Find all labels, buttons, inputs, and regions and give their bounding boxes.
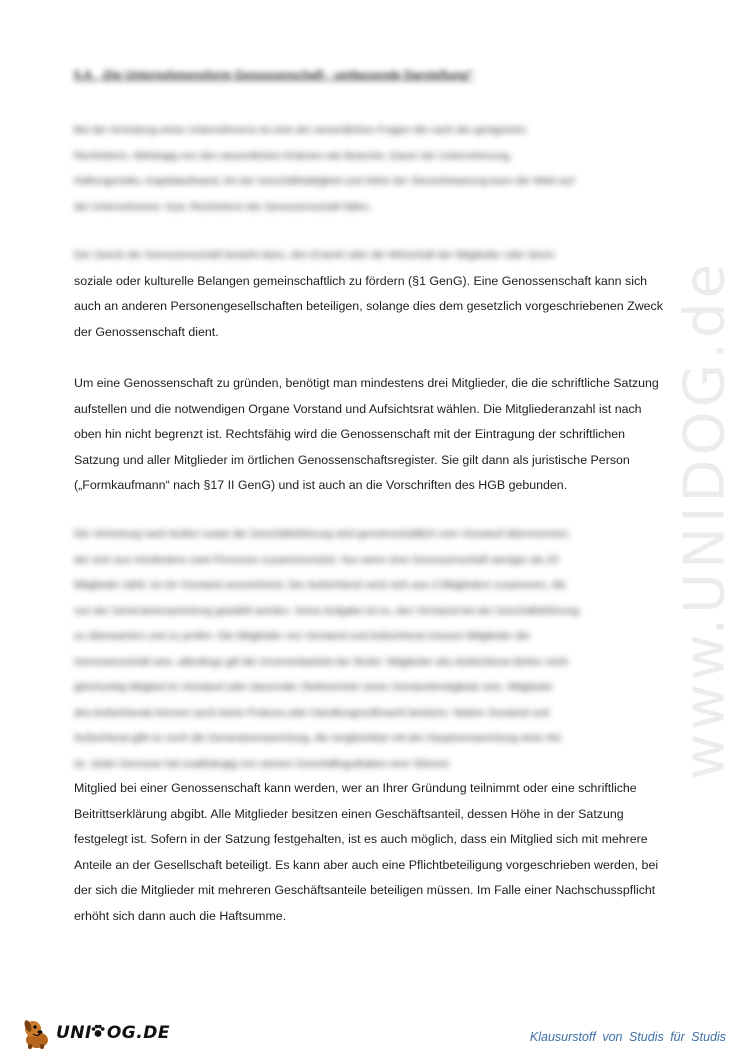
- document-title: 5.A. „Die Unternehmensform Genossenschaft - umfassende Darstellung“: [74, 70, 474, 82]
- text-line: der Genossenschaft dient.: [74, 324, 219, 339]
- text-line: Der Zweck der Genossenschaft besteht darin, den Erwerb oder die Wirtschaft der Mitglieder oder deren: [74, 249, 555, 261]
- text-line: Um eine Genossenschaft zu gründen, benötigt man mindestens drei Mitglieder, die die schriftliche Satzung: [74, 376, 659, 390]
- paw-icon: [90, 1023, 106, 1044]
- text-line: Rechtsform. Abhängig von den wesentlichen Kriterien wie Branche, Dauer der Unternehmung,: [74, 149, 512, 162]
- text-line: ist. Jeder Genosse hat unabhängig von seinem Geschäftsguthaben eine Stimme.: [74, 757, 452, 770]
- text-line: der sich die Mitglieder mit mehreren Geschäftsanteile beteiligen müssen. Im Falle einer Nachschusspflicht: [74, 883, 656, 897]
- text-line: Anteile an der Gesellschaft beteiligt. Es kann aber auch eine Pflichtbeteiligung vorgeschrieben werden, bei: [74, 857, 659, 872]
- logo-text-left: UNI: [56, 1023, 92, 1043]
- text-line: aufstellen und die notwendigen Organe Vorstand und Aufsichtsrat wählen. Die Mitgliederanzahl ist nach: [74, 401, 642, 416]
- paragraph-purpose: [74, 243, 686, 345]
- footer-slogan: Klausurstoff von Studis für Studis: [529, 1030, 726, 1044]
- text-line: („Formkaufmann“ nach §17 II GenG) und ist auch an die Vorschriften des HGB gebunden.: [74, 478, 568, 492]
- text-line: gleichzeitig Mitglied im Vorstand oder dauernder Stellvertreter eines Vorstandsmitglieds sein. Mitglieder: [74, 681, 554, 693]
- text-line: Genossenschaft sein, allerdings gilt die Unvereinbarkeit der Ämter: Mitglieder des Aufsichtsrat dürfen nicht: [74, 655, 568, 668]
- text-line: erhöht sich dann auch die Haftsumme.: [74, 908, 287, 923]
- text-line: Mitglieder zählt, ist ein Vorstand ausreichend. Der Aufsichtsrat setzt sich aus 3 Mitgliedern zusammen, die: [74, 579, 566, 591]
- text-line: der sich aus mindestens zwei Personen zusammensetzt. Nur wenn eine Genossenschaft weniger als 20: [74, 553, 559, 566]
- paragraph-membership: [74, 776, 686, 929]
- text-line: Mitglied bei einer Genossenschaft kann werden, wer an Ihrer Gründung teilnimmt oder eine schriftliche: [74, 781, 637, 795]
- text-line: festgelegt ist. Sofern in der Satzung festgehalten, ist es auch möglich, dass ein Mitglied sich mit mehrere: [74, 832, 648, 846]
- text-line: des Aufsichtsrats können auch keine Prokura oder Handlungsvollmacht besitzen. Neben Vorstand und: [74, 706, 550, 719]
- text-line: die Unternehmens- bzw. Rechtsform der Genossenschaft fallen.: [74, 200, 372, 213]
- text-line: Bei der Gründung eines Unternehmens ist eine der wesentlichen Fragen die nach der geeigneten: [74, 124, 527, 136]
- text-line: zu überwachen und zu prüfen. Die Mitglieder von Vorstand und Aufsichtsrat müssen Mitglieder der: [74, 630, 531, 642]
- text-line: auch an anderen Personengesellschaften beteiligen, solange dies dem gesetzlich vorgeschriebenen Zweck: [74, 299, 663, 313]
- paragraph-intro: [74, 118, 686, 220]
- paragraph-founding: [74, 371, 686, 499]
- dog-mascot-icon: [20, 1016, 54, 1050]
- logo-text-right: OG.DE: [106, 1023, 170, 1043]
- text-line: oben hin nicht begrenzt ist. Rechtsfähig wird die Genossenschaft mit der Eintragung der schriftlichen: [74, 427, 625, 441]
- text-line: soziale oder kulturelle Belangen gemeinschaftlich zu fördern (§1 GenG). Eine Genossenschaft kann sich: [74, 273, 648, 288]
- text-line: Haftungsrisiko, Kapitalaufwand, Art der Geschäftstätigkeit und Höhe der Steuerbelastung kann die Wahl auf: [74, 175, 574, 187]
- paragraph-organs: [74, 522, 686, 777]
- text-line: Satzung und aller Mitglieder im örtlichen Genossenschaftsregister. Sie gilt dann als juristische Person: [74, 452, 630, 467]
- watermark: www.UNIDOG.de: [672, 260, 738, 780]
- text-line: Aufsichtsrat gibt es noch die Generalversammlung, die vergleichbar mit der Hauptversammlung einer AG: [74, 732, 562, 744]
- text-line: von der Generalversammlung gewählt werden. Seine Aufgabe ist es, den Vorstand bei der Geschäftsführung: [74, 604, 579, 617]
- text-line: Die Vertretung nach Außen sowie die Geschäftsführung wird gemeinschaftlich vom Vorstand übernommen,: [74, 528, 571, 540]
- text-line: Beitrittserklärung abgibt. Alle Mitglieder besitzen einen Geschäftsanteil, dessen Höhe in der Satzung: [74, 806, 624, 821]
- unidog-logo[interactable]: [20, 1015, 170, 1051]
